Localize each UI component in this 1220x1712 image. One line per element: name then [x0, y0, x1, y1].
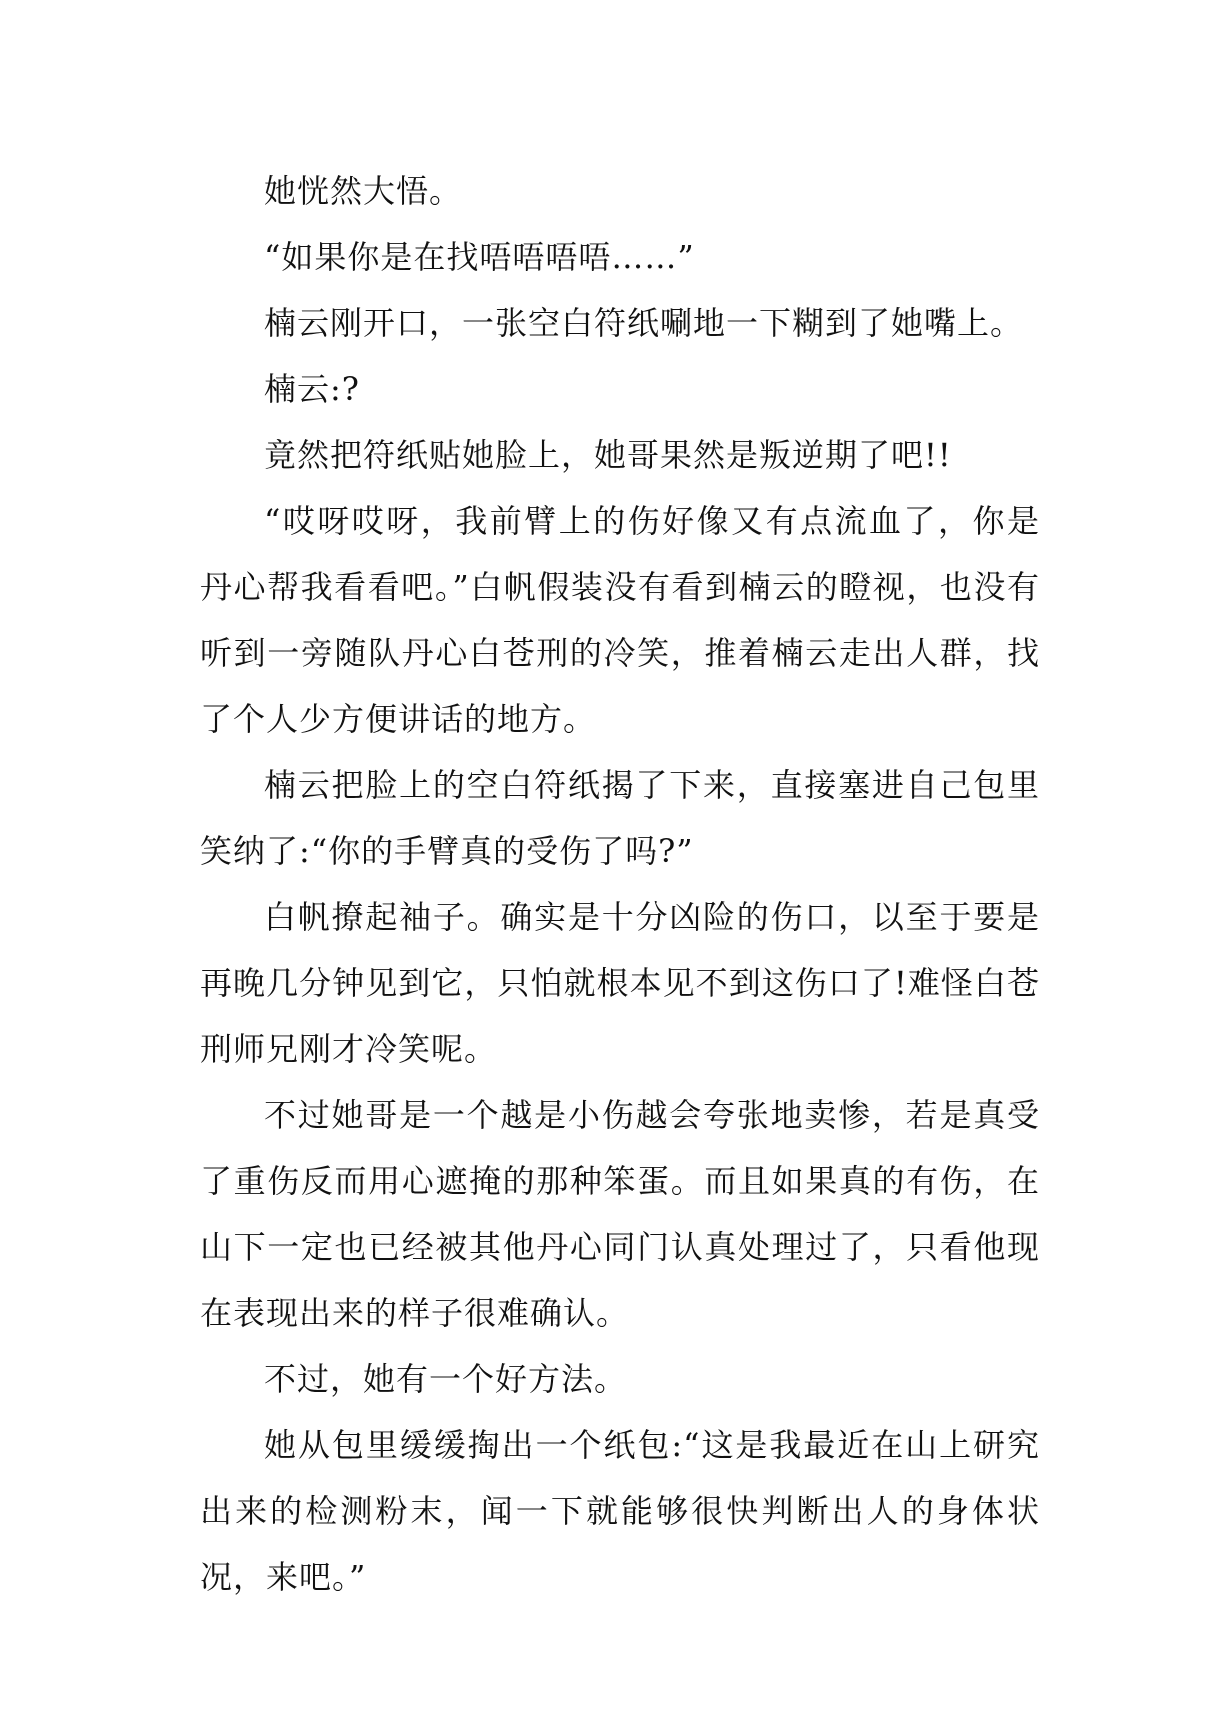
paragraph: 她恍然大悟。 — [264, 172, 463, 210]
body-text — [200, 158, 1040, 1610]
paragraph: 她从包里缓缓掏出一个纸包:“这是我最近在山上研究出来的检测粉末，闻一下就能够很快判断出人的身体状况，来吧。” — [200, 1426, 1040, 1596]
paragraph: 不过，她有一个好方法。 — [264, 1360, 628, 1398]
paragraph: 楠云刚开口，一张空白符纸唰地一下糊到了她嘴上。 — [264, 304, 1024, 342]
paragraph: 不过她哥是一个越是小伤越会夸张地卖惨，若是真受了重伤反而用心遮掩的那种笨蛋。而且如果真的有伤，在山下一定也已经被其他丹心同门认真处理过了，只看他现在表现出来的样子很难确认。 — [200, 1096, 1040, 1332]
paragraph: 楠云把脸上的空白符纸揭了下来，直接塞进自己包里笑纳了:“你的手臂真的受伤了吗?” — [200, 766, 1040, 870]
paragraph: “哎呀哎呀，我前臂上的伤好像又有点流血了，你是丹心帮我看看吧。”白帆假装没有看到楠云的瞪视，也没有听到一旁随队丹心白苍刑的冷笑，推着楠云走出人群，找了个人少方便讲话的地方。 — [200, 502, 1040, 738]
paragraph: “如果你是在找唔唔唔唔……” — [264, 238, 695, 276]
paragraph: 白帆撩起袖子。确实是十分凶险的伤口，以至于要是再晚几分钟见到它，只怕就根本见不到这伤口了!难怪白苍刑师兄刚才冷笑呢。 — [200, 898, 1040, 1068]
paragraph: 楠云:? — [264, 370, 360, 408]
paragraph: 竟然把符纸贴她脸上，她哥果然是叛逆期了吧!! — [264, 436, 952, 474]
